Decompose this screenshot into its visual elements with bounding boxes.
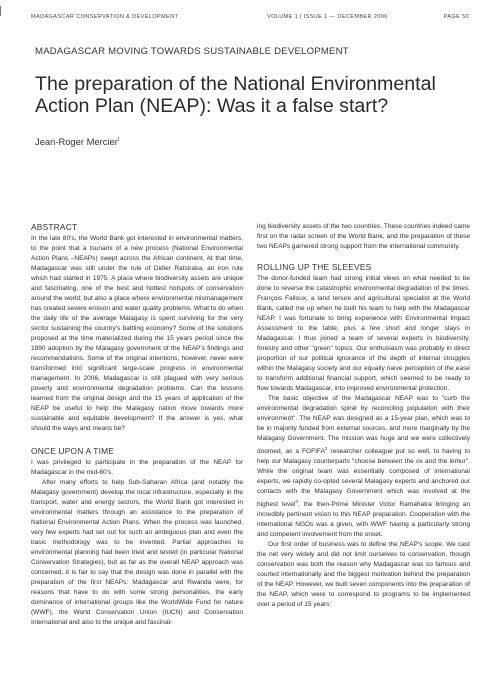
- footnote-mark-3: 3: [295, 499, 298, 504]
- once-upon-paragraph-1: I was privileged to participate in the preparation of the NEAP for Madagascar in the mid-80's.: [31, 459, 243, 476]
- rolling-paragraph-2: [257, 394, 470, 540]
- section-spacer: [31, 434, 243, 446]
- footnote-mark-2: 2: [324, 446, 328, 451]
- section-label: MADAGASCAR MOVING TOWARDS SUSTAINABLE DEVELOPMENT: [35, 46, 349, 57]
- issue-info: [267, 14, 469, 20]
- page-edge-mark: [0, 6, 3, 16]
- rolling-paragraph-3: Our first order of business was to define the NEAP's scope. We cast the net very widely and did not limit ourselves to conservation, though conservation was both the reason why Madagascar was so famous and courted internationally and the biggest motivation behind the preparation of the NEAP. However, we built seven components into the preparation of the NEAP, which were to correspond to programs to be implemented over a period of 15 years:: [257, 541, 470, 608]
- rolling-heading: ROLLING UP THE SLEEVES: [257, 262, 372, 272]
- section-spacer: [257, 252, 470, 262]
- author-footnote-mark: I: [117, 137, 120, 143]
- left-column: [31, 222, 243, 628]
- abstract-heading: ABSTRACT: [31, 222, 78, 232]
- rolling-paragraph-1: The donor-funded team had strong initial views on what needed to be done to reverse the catastrophic environmental degradation of the times. François Falloux, a land tenure and agricultural specialist at the World Bank, called me up when he built his team to help with the Madagascar NEAP. I was fortunate to bring experience with Environmental Impact Assessment to the table, plus a few short and longer stays in Madagascar. I thus joined a team of several experts in biodiversity, forestry and other "green" topics. Our enthusiasm was probably in direct proportion of our political ignorance of the depth of internal struggles within the Malagasy society and our equally naive perception of the ease to transform additional financial support, which seemed to be ready to flow towards Madagascar, into improved environmental protection.: [257, 275, 470, 392]
- journal-name: MADAGASCAR CONSERVATION & DEVELOPMENT: [31, 14, 179, 20]
- rolling-paragraph-2-part-b: researcher colleague put so well, to having to help our Malagasy counterparts "choose between the ox and the lemur". While the original team was essentially composed of international experts, we rapidly co-opted several Malagasy experts and anchored our contacts with the Malagasy Government which was involved at the highest level: [257, 448, 470, 508]
- rolling-paragraph-2-part-a: The basic objective of the Madagascar NEAP was to "curb the environmental degradation spiral by reconciling population with their environment". The NEAP was designed as a 15-year plan, which was to be in majority funded from external sources, and more marginally by the Malagasy Government. The mission was huge and we were collectively doomed, as a FOFIFA: [257, 395, 470, 455]
- rolling-paragraph-2-part-c: , the then-Prime Minister Victor Ramahatra bringing an incredibly pertinent vision to this NEAP preparation. Cooperation with the international NGOs was a given, with WWF having a particularly strong and competent involvement from the onset.: [257, 501, 470, 538]
- continued-paragraph: ing biodiversity assets of the two countries. These countries indeed came first on the radar screen of the World Bank, and the preparation of these two NEAPs garnered strong support from the international community.: [257, 223, 470, 250]
- running-head: [31, 14, 469, 25]
- once-upon-paragraph-2: After many efforts to help Sub-Saharan Africa (and notably the Malagasy government) develop the local infrastructure, especially in the transport, water and energy sectors, the World Bank got interested in environmental matters through an assistance to the preparation of National Environmental Action Plans. When the process was launched, very few experts had set out for such an ambiguous plan and even the basic methodology was to be invented. Partial approaches to environmental planning had been tried and tested (in particular National Conservation Strategies), but as far as the overall NEAP approach was concerned, it is fair to say that the design was done in parallel with the preparation of the first NEAPs: Madagascar and Rwanda were, for reasons that have to do with some strong personalities, the early dominance of international groups like the WorldWide Fund for nature (WWF), the World Conservation Union (IUCN) and Conservation International and also to the unique and fascinat-: [31, 479, 243, 626]
- author-line: [35, 136, 119, 147]
- article-title: The preparation of the National Environmental Action Plan (NEAP): Was it a false start?: [35, 73, 436, 117]
- abstract-text: In the late 80's, the World Bank got interested in environmental matters, to the point that a tsunami of a new process (National Environmental Action Plans –NEAPs) swept across the African continent. At that time, Madagascar was still under the rule of Didier Ratsiraka, an iron rule which had started in 1975. A place where biodiversity assets are unique and fascinating, one of the best and hottest hotspots of conservation around the world; but also a place where environmental mismanagement has created severe erosion and water quality problems. What to do when the daily life of the average Malagasy is spent surviving for the very sector sustaining the country's battling economy? Some of the solutions proposed at the time materialized during the 15 years period since the 1990 adoption by the Malagasy government of the NEAP's findings and recommendations. Some of the original intentions, however, never were transformed into significant large-scale progress in environmental management. In 2006, Madagascar is still plagued with very serious poverty and environmental degradation problems. Can the lessons learned from the original design and the 15 years of application of the NEAP be useful to help the Malagasy nation move towards more sustainable and equitable development? If the answer is yes, what should the ways and means be?: [31, 235, 243, 432]
- page-number: PAGE 50: [443, 14, 469, 20]
- right-column: [257, 222, 470, 610]
- author-name: Jean-Roger Mercier: [35, 136, 118, 147]
- once-upon-heading: ONCE UPON A TIME: [31, 446, 115, 456]
- volume-issue-date: VOLUME 1 | ISSUE 1 — DECEMBER 2006: [267, 14, 388, 20]
